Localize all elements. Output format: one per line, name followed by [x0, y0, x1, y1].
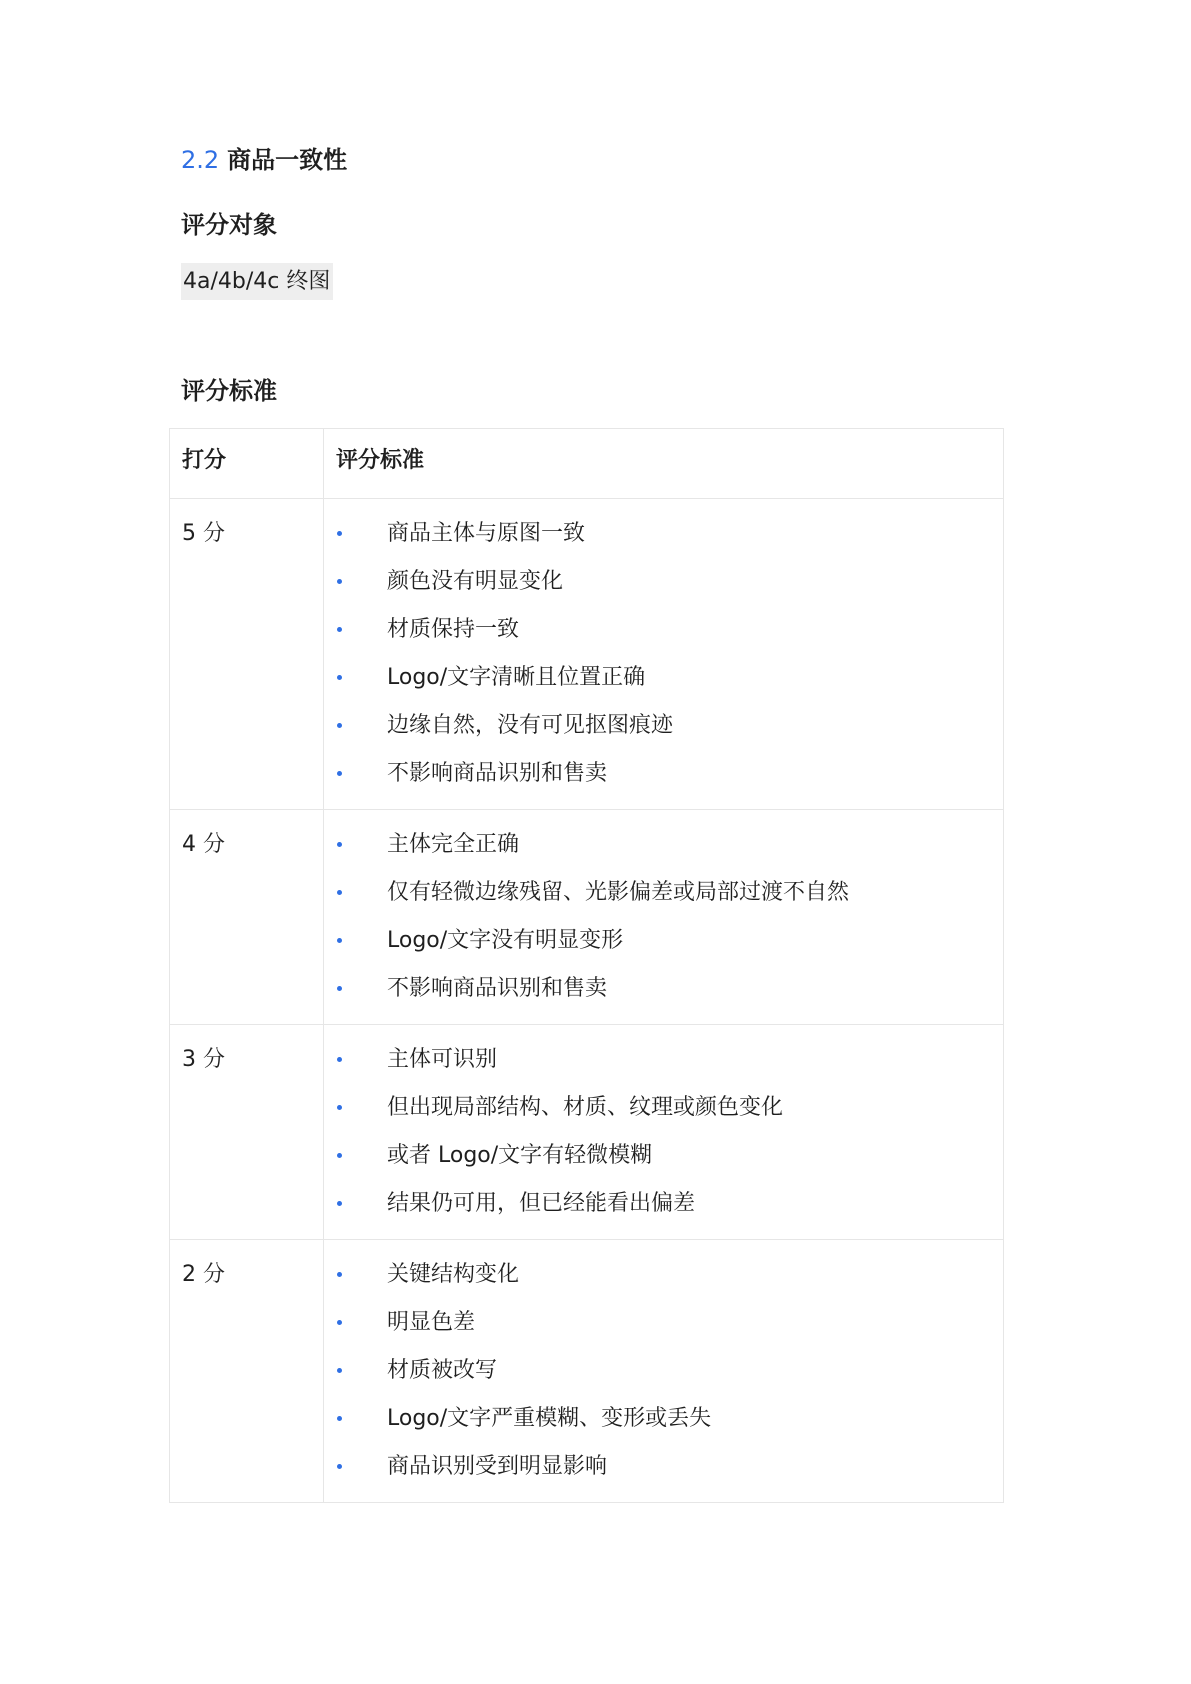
list-item	[336, 757, 1003, 791]
bullet-icon	[337, 938, 342, 943]
list-item	[336, 1043, 1003, 1091]
bullet-icon	[337, 723, 342, 728]
bullet-icon	[337, 1153, 342, 1158]
bullet-icon	[337, 1464, 342, 1469]
bullet-icon	[337, 1201, 342, 1206]
criteria-text: 不影响商品识别和售卖	[387, 761, 608, 786]
list-item	[336, 1139, 1003, 1187]
bullet-icon	[337, 675, 342, 680]
list-item	[336, 517, 1003, 565]
bullet-icon	[337, 890, 342, 895]
criteria-text: 主体完全正确	[387, 832, 520, 857]
criteria-text: 材质被改写	[387, 1358, 498, 1383]
criteria-text: 明显色差	[387, 1310, 476, 1335]
bullet-icon	[337, 771, 342, 776]
criteria-text: Logo/文字清晰且位置正确	[387, 665, 646, 690]
table-row	[170, 809, 1003, 1024]
criteria-cell	[324, 1025, 1003, 1239]
list-item	[336, 1091, 1003, 1139]
bullet-icon	[337, 1368, 342, 1373]
section-title: 商品一致性	[227, 146, 348, 174]
criteria-text: 不影响商品识别和售卖	[387, 976, 608, 1001]
bullet-icon	[337, 579, 342, 584]
target-value-chip: 4a/4b/4c 终图	[181, 263, 333, 300]
table-row	[170, 498, 1003, 809]
list-item	[336, 613, 1003, 661]
table-row	[170, 1239, 1003, 1502]
bullet-icon	[337, 842, 342, 847]
section-number: 2.2	[181, 146, 220, 174]
list-item	[336, 1306, 1003, 1354]
table-row	[170, 1024, 1003, 1239]
scoring-table	[169, 428, 1004, 1503]
criteria-text: 结果仍可用，但已经能看出偏差	[387, 1191, 696, 1216]
score-cell: 2 分	[170, 1240, 324, 1502]
section-heading	[181, 142, 347, 178]
criteria-list	[336, 517, 1003, 791]
bullet-icon	[337, 627, 342, 632]
score-cell: 4 分	[170, 810, 324, 1024]
list-item	[336, 1450, 1003, 1484]
list-item	[336, 1354, 1003, 1402]
criteria-text: 或者 Logo/文字有轻微模糊	[387, 1143, 653, 1168]
list-item	[336, 661, 1003, 709]
criteria-text: 主体可识别	[387, 1047, 498, 1072]
score-cell: 5 分	[170, 499, 324, 809]
criteria-text: 但出现局部结构、材质、纹理或颜色变化	[387, 1095, 784, 1120]
target-heading: 评分对象	[181, 211, 277, 239]
list-item	[336, 972, 1003, 1006]
criteria-text: 商品主体与原图一致	[387, 521, 586, 546]
criteria-heading: 评分标准	[181, 377, 277, 405]
list-item	[336, 924, 1003, 972]
criteria-text: Logo/文字严重模糊、变形或丢失	[387, 1406, 712, 1431]
criteria-text: 颜色没有明显变化	[387, 569, 564, 594]
list-item	[336, 1187, 1003, 1221]
bullet-icon	[337, 1272, 342, 1277]
header-score: 打分	[170, 429, 324, 498]
list-item	[336, 709, 1003, 757]
bullet-icon	[337, 1320, 342, 1325]
criteria-text: 商品识别受到明显影响	[387, 1454, 608, 1479]
criteria-cell	[324, 499, 1003, 809]
list-item	[336, 1402, 1003, 1450]
list-item	[336, 828, 1003, 876]
list-item	[336, 565, 1003, 613]
table-header-row	[170, 429, 1003, 498]
criteria-text: 边缘自然，没有可见抠图痕迹	[387, 713, 674, 738]
header-criteria: 评分标准	[336, 448, 425, 473]
criteria-text: Logo/文字没有明显变形	[387, 928, 624, 953]
bullet-icon	[337, 531, 342, 536]
bullet-icon	[337, 1105, 342, 1110]
bullet-icon	[337, 986, 342, 991]
criteria-text: 关键结构变化	[387, 1262, 520, 1287]
criteria-cell	[324, 810, 1003, 1024]
list-item	[336, 1258, 1003, 1306]
criteria-list	[336, 1258, 1003, 1484]
criteria-cell	[324, 1240, 1003, 1502]
score-cell: 3 分	[170, 1025, 324, 1239]
bullet-icon	[337, 1416, 342, 1421]
criteria-text: 仅有轻微边缘残留、光影偏差或局部过渡不自然	[387, 880, 850, 905]
bullet-icon	[337, 1057, 342, 1062]
criteria-list	[336, 1043, 1003, 1221]
criteria-list	[336, 828, 1003, 1006]
criteria-text: 材质保持一致	[387, 617, 520, 642]
list-item	[336, 876, 1003, 924]
